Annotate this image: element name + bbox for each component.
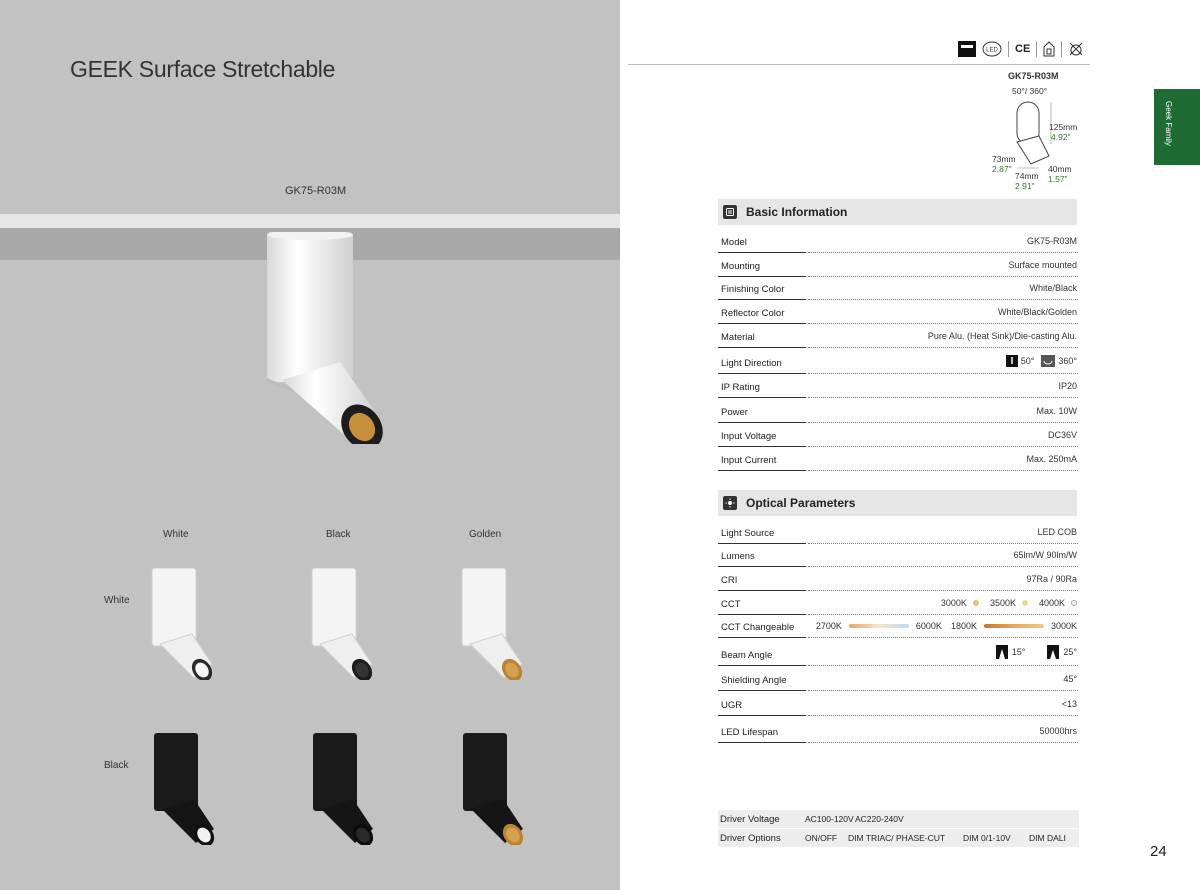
column-label-black: Black — [326, 529, 351, 540]
hero-model-code: GK75-R03M — [285, 185, 347, 197]
dim-height-in: 4.92" — [1051, 132, 1071, 142]
spec-row-cct-changeable — [718, 614, 1078, 638]
spec-label: Power — [721, 407, 748, 418]
spec-row-material — [718, 324, 1078, 348]
spec-row-reflector-color — [718, 300, 1078, 324]
spec-row-shielding-angle — [718, 667, 1078, 691]
tilt-value: 50° — [1020, 356, 1035, 366]
spec-value: Pure Alu. (Heat Sink)/Die-casting Alu. — [927, 331, 1077, 341]
spec-value — [995, 645, 1077, 659]
spec-value: IP20 — [1058, 381, 1077, 391]
cct-3000k: 3000K — [940, 598, 967, 608]
basic-info-header — [718, 199, 1077, 225]
spec-label: CCT Changeable — [721, 622, 795, 633]
spec-row-ip-rating — [718, 374, 1078, 398]
driver-option: DIM DALI — [1029, 833, 1066, 843]
svg-text:LED: LED — [986, 47, 998, 54]
row-label-white: White — [104, 595, 130, 606]
dim-d1-mm: 73mm — [992, 154, 1016, 164]
driver-options-row — [718, 829, 1079, 847]
side-tab — [1154, 89, 1200, 165]
side-tab-label: Geek Family — [1164, 101, 1173, 146]
spec-value: DC36V — [1047, 430, 1077, 440]
certification-icons — [958, 40, 1084, 58]
driver-voltage-row — [718, 810, 1079, 828]
spec-row-power — [718, 399, 1078, 423]
spec-value: 65lm/W 90lm/W — [1013, 550, 1077, 560]
page-title: GEEK Surface Stretchable — [70, 56, 336, 82]
page-number: 24 — [1150, 843, 1167, 860]
spec-label: Input Voltage — [721, 431, 777, 442]
spec-label: CRI — [721, 575, 738, 586]
fixture-black-body-black-reflector — [309, 733, 379, 845]
spec-row-light-direction — [718, 350, 1078, 374]
icon-separator — [1008, 41, 1009, 57]
spec-row-input-voltage — [718, 423, 1078, 447]
optical-header — [718, 490, 1077, 516]
column-label-white: White — [163, 529, 189, 540]
cct-range1-gradient — [849, 624, 909, 628]
icon-separator — [1061, 41, 1062, 57]
no-dimming-icon — [1068, 41, 1084, 57]
ceiling-strip-light — [0, 214, 620, 228]
spec-row-input-current — [718, 447, 1078, 471]
optical-title: Optical Parameters — [746, 496, 856, 510]
spec-label: UGR — [721, 700, 743, 711]
cct-3500k: 3500K — [989, 598, 1016, 608]
ukca-icon — [1043, 41, 1055, 57]
header-divider — [628, 64, 1090, 65]
spec-value — [816, 621, 1077, 631]
spec-row-model — [718, 229, 1078, 253]
spec-label: Light Source — [721, 528, 775, 539]
fixture-white-body-white-reflector — [148, 568, 218, 680]
dim-d1-in: 2.87" — [992, 164, 1012, 174]
spec-label: Reflector Color — [721, 308, 785, 319]
spec-row-light-source — [718, 520, 1078, 544]
cct-range1-to: 6000K — [915, 621, 942, 631]
cct-range2-from: 1800K — [950, 621, 977, 631]
spec-label: IP Rating — [721, 382, 760, 393]
beam-25-icon — [1046, 645, 1060, 659]
spec-row-lumens — [718, 543, 1078, 567]
dim-d2-in: 2.91" — [1015, 181, 1035, 191]
spec-value: Surface mounted — [1008, 260, 1077, 270]
row-label-black: Black — [104, 760, 129, 771]
cct-range2-gradient — [984, 624, 1044, 628]
dim-height-mm: 125mm — [1049, 122, 1078, 132]
spec-row-beam-angle — [718, 642, 1078, 666]
spec-label: Lumens — [721, 551, 755, 562]
driver-option: ON/OFF — [805, 833, 838, 843]
spec-row-led-lifespan — [718, 719, 1078, 743]
hero-fixture-image — [262, 232, 386, 444]
fixture-white-body-golden-reflector — [458, 568, 528, 680]
rotate-icon — [1041, 355, 1055, 367]
spec-value: 50000hrs — [1039, 726, 1077, 736]
spec-label: Light Direction — [721, 358, 782, 369]
spec-label: Input Current — [721, 455, 777, 466]
fixture-black-body-golden-reflector — [459, 733, 529, 845]
info-icon — [723, 205, 737, 219]
spec-value: GK75-R03M — [1026, 236, 1077, 246]
spec-label: Mounting — [721, 261, 761, 272]
driver-option: DIM 0/1-10V — [963, 833, 1011, 843]
beam-25-value: 25° — [1063, 647, 1077, 657]
driver-voltage-value: AC100-120V — [805, 814, 854, 824]
fixture-black-body-white-reflector — [150, 733, 220, 845]
dim-d2-mm: 74mm — [1015, 171, 1039, 181]
fixture-white-body-black-reflector — [308, 568, 378, 680]
cct-4000k: 4000K — [1038, 598, 1065, 608]
spec-label: Material — [721, 332, 755, 343]
rotate-value: 360° — [1058, 356, 1077, 366]
spec-value: 45° — [1063, 674, 1077, 684]
led-icon — [982, 41, 1002, 57]
dim-angle: 50°/ 360° — [1012, 86, 1048, 96]
spec-label: Shielding Angle — [721, 675, 787, 686]
sun-icon — [723, 496, 737, 510]
spec-value: Max. 250mA — [1026, 454, 1077, 464]
cct-range2-to: 3000K — [1050, 621, 1077, 631]
spec-row-mounting — [718, 253, 1078, 277]
surface-mount-icon — [958, 41, 976, 57]
spec-label: CCT — [721, 599, 741, 610]
spec-model-code: GK75-R03M — [1008, 71, 1059, 81]
icon-separator — [1036, 41, 1037, 57]
spec-value — [1006, 355, 1077, 367]
ce-icon: CE — [1015, 43, 1031, 55]
spec-row-cri — [718, 567, 1078, 591]
driver-voltage-label: Driver Voltage — [720, 814, 780, 825]
spec-value: White/Black/Golden — [997, 307, 1077, 317]
spec-value: <13 — [1061, 699, 1077, 709]
dim-d3-in: 1.57" — [1048, 174, 1068, 184]
spec-row-cct — [718, 591, 1078, 615]
driver-voltage-value: AC220-240V — [855, 814, 904, 824]
spec-label: LED Lifespan — [721, 727, 779, 738]
spec-row-finishing-color — [718, 276, 1078, 300]
cct-3500k-swatch — [1022, 600, 1028, 606]
spec-row-ugr — [718, 692, 1078, 716]
driver-option: DIM TRIAC/ PHASE-CUT — [848, 833, 946, 843]
spec-label: Beam Angle — [721, 650, 773, 661]
spec-label: Finishing Color — [721, 284, 785, 295]
cct-3000k-swatch — [973, 600, 979, 606]
column-label-golden: Golden — [469, 529, 502, 540]
spec-value: 97Ra / 90Ra — [1026, 574, 1077, 584]
tilt-icon — [1006, 355, 1018, 367]
spec-value — [941, 598, 1077, 608]
basic-info-title: Basic Information — [746, 205, 848, 219]
driver-options-label: Driver Options — [720, 833, 781, 844]
spec-value: Max. 10W — [1036, 406, 1077, 416]
beam-15-icon — [995, 645, 1009, 659]
beam-15-value: 15° — [1011, 647, 1026, 657]
spec-value: LED COB — [1037, 527, 1077, 537]
dim-d3-mm: 40mm — [1048, 164, 1072, 174]
cct-range1-from: 2700K — [815, 621, 842, 631]
spec-label: Model — [721, 237, 747, 248]
cct-4000k-swatch — [1071, 600, 1077, 606]
spec-value: White/Black — [1029, 283, 1077, 293]
